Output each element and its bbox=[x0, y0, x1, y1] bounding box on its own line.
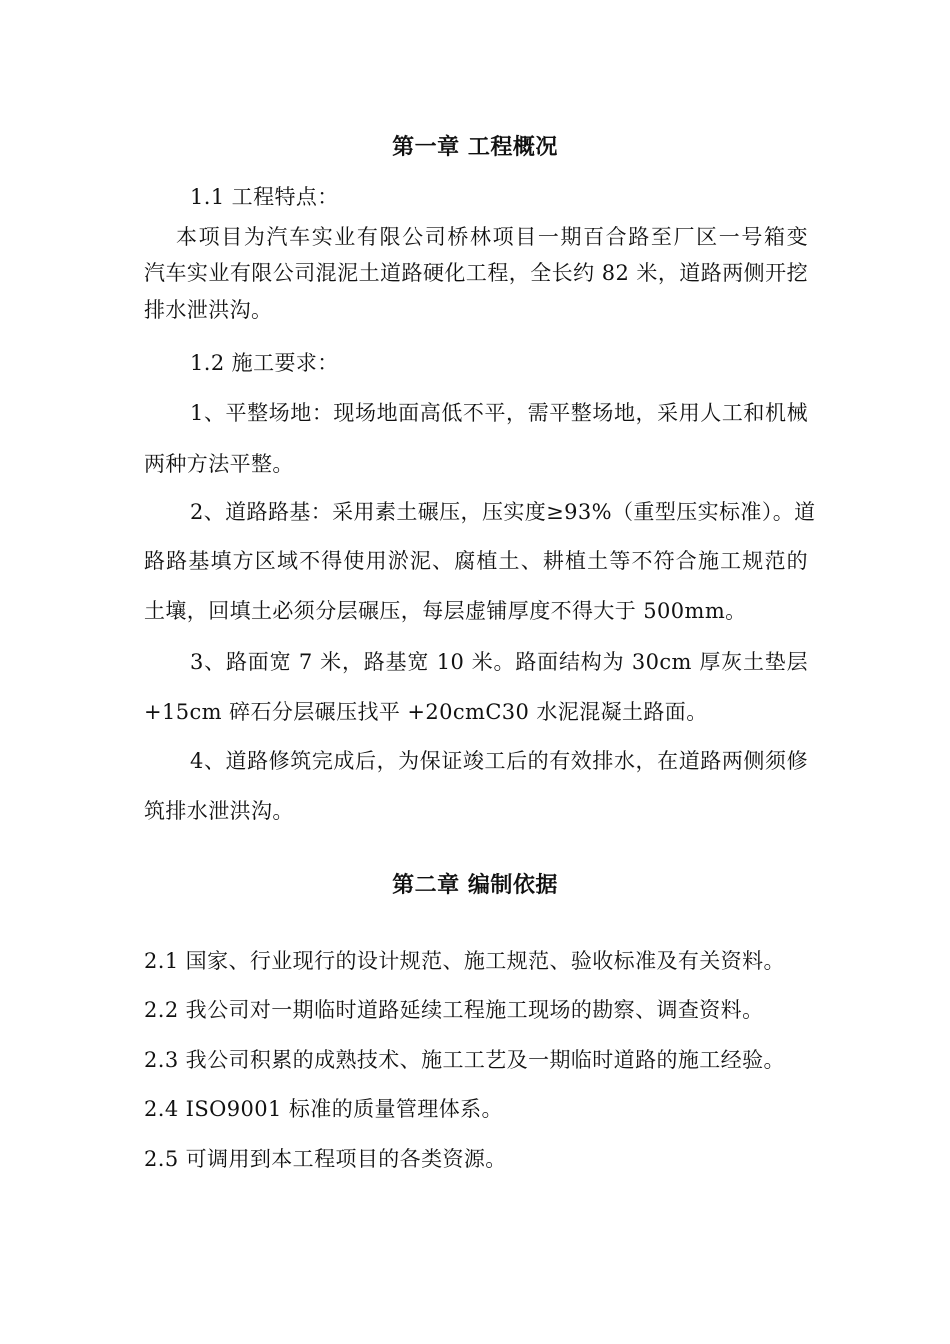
requirement-2-line: 2、道路路基：采用素土碾压，压实度≥93%（重型压实标准）。道 bbox=[190, 500, 816, 524]
chapter-2-title: 第二章 编制依据 bbox=[392, 873, 558, 898]
section-1-1-heading: 1.1 工程特点： bbox=[190, 185, 339, 209]
section-1-1-line: 排水泄洪沟。 bbox=[144, 298, 273, 322]
requirement-1-line: 两种方法平整。 bbox=[144, 452, 294, 476]
section-1-1-line: 汽车实业有限公司混泥土道路硬化工程，全长约 82 米，道路两侧开挖 bbox=[144, 261, 808, 285]
requirement-1-line: 1、平整场地：现场地面高低不平，需平整场地，采用人工和机械 bbox=[190, 401, 808, 425]
chapter-1-title: 第一章 工程概况 bbox=[392, 135, 558, 160]
requirement-3-line: +15cm 碎石分层碾压找平 +20cmC30 水泥混凝土路面。 bbox=[144, 700, 708, 724]
requirement-4-line: 4、道路修筑完成后，为保证竣工后的有效排水，在道路两侧须修 bbox=[190, 749, 808, 773]
basis-item: 2.4 ISO9001 标准的质量管理体系。 bbox=[144, 1097, 503, 1121]
requirement-3-line: 3、路面宽 7 米，路基宽 10 米。路面结构为 30cm 厚灰土垫层 bbox=[190, 650, 808, 674]
requirement-2-line: 路路基填方区域不得使用淤泥、腐植土、耕植土等不符合施工规范的 bbox=[144, 549, 808, 573]
section-1-1-line: 本项目为汽车实业有限公司桥林项目一期百合路至厂区一号箱变 bbox=[176, 225, 808, 249]
requirement-4-line: 筑排水泄洪沟。 bbox=[144, 799, 294, 823]
basis-item: 2.2 我公司对一期临时道路延续工程施工现场的勘察、调查资料。 bbox=[144, 998, 764, 1022]
basis-item: 2.5 可调用到本工程项目的各类资源。 bbox=[144, 1147, 507, 1171]
basis-item: 2.1 国家、行业现行的设计规范、施工规范、验收标准及有关资料。 bbox=[144, 949, 785, 973]
basis-item: 2.3 我公司积累的成熟技术、施工工艺及一期临时道路的施工经验。 bbox=[144, 1048, 785, 1072]
section-1-2-heading: 1.2 施工要求： bbox=[190, 351, 339, 375]
requirement-2-line: 土壤，回填土必须分层碾压，每层虚铺厚度不得大于 500mm。 bbox=[144, 599, 747, 623]
